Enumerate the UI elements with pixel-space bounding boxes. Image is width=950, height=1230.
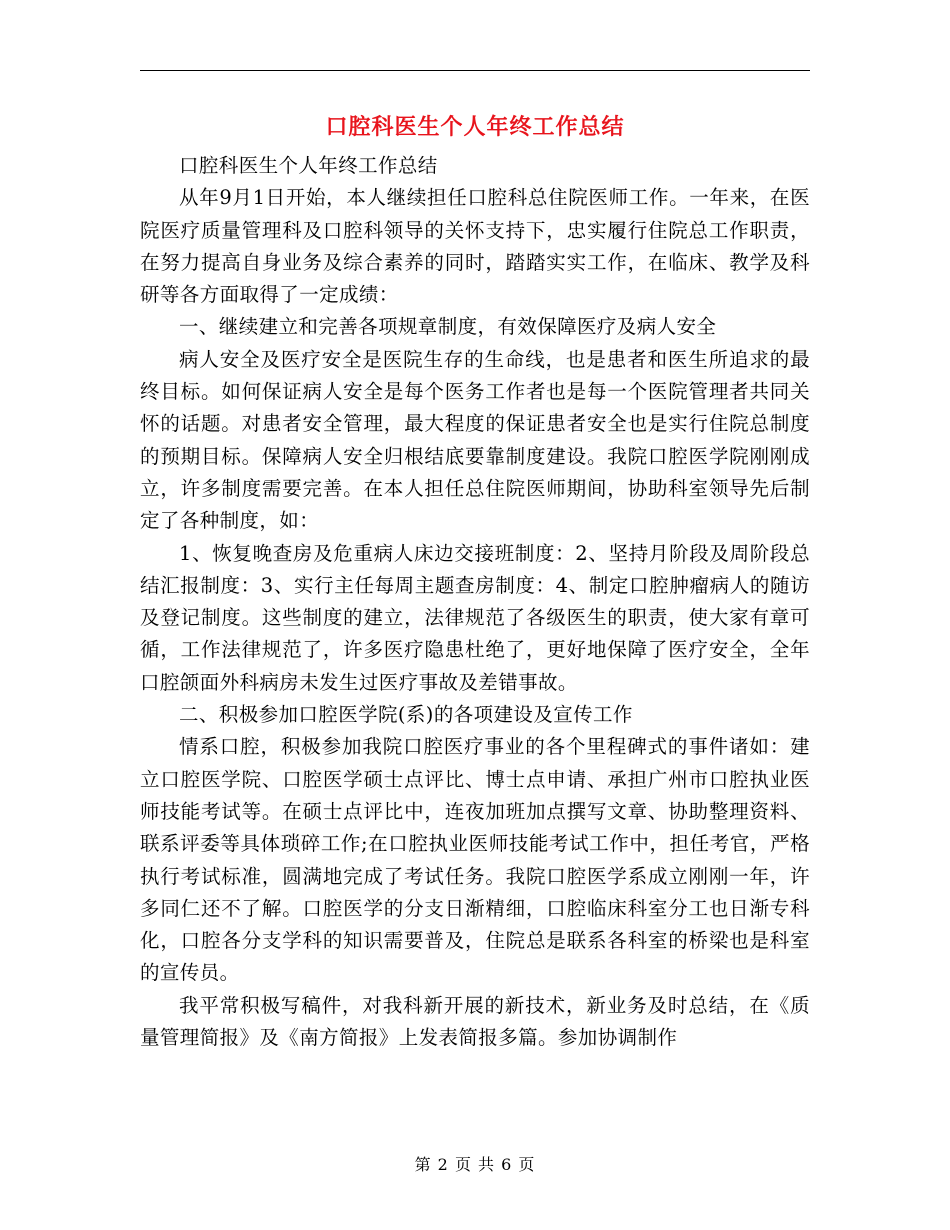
document-body [140, 150, 810, 1054]
body-paragraph: 1、恢复晚查房及危重病人床边交接班制度：2、坚持月阶段及周阶段总结汇报制度：3、实行主任每周主题查房制度：4、制定口腔肿瘤病人的随访及登记制度。这些制度的建立，法律规范了各级医生的职责，使大家有章可循，工作法律规范了，许多医疗隐患杜绝了，更好地保障了医疗安全，全年口腔颌面外科病房未发生过医疗事故及差错事故。 [140, 541, 810, 694]
body-paragraph: 病人安全及医疗安全是医院生存的生命线，也是患者和医生所追求的最终目标。如何保证病人安全是每个医务工作者也是每一个医院管理者共同关怀的话题。对患者安全管理，最大程度的保证患者安全也是实行住院总制度的预期目标。保障病人安全归根结底要靠制度建设。我院口腔医学院刚刚成立，许多制度需要完善。在本人担任总住院医师期间，协助科室领导先后制定了各种制度，如： [140, 347, 810, 533]
subtitle-paragraph: 口腔科医生个人年终工作总结 [179, 154, 438, 177]
document-title: 口腔科医生个人年终工作总结 [325, 114, 625, 140]
section-heading-2: 二、积极参加口腔医学院(系)的各项建设及宣传工作 [179, 703, 633, 727]
intro-paragraph: 从年9月1日开始，本人继续担任口腔科总住院医师工作。一年来，在医院医疗质量管理科及口腔科领导的关怀支持下，忠实履行住院总工作职责，在努力提高自身业务及综合素养的同时，踏踏实实工作，在临床、教学及科研等各方面取得了一定成绩： [140, 186, 810, 307]
body-paragraph: 我平常积极写稿件，对我科新开展的新技术，新业务及时总结，在《质量管理简报》及《南方简报》上发表简报多篇。参加协调制作 [140, 993, 810, 1050]
header-rule [140, 70, 810, 71]
page-number: 第 2 页 共 6 页 [414, 1155, 536, 1174]
section-heading-1: 一、继续建立和完善各项规章制度，有效保障医疗及病人安全 [179, 315, 717, 339]
body-paragraph: 情系口腔，积极参加我院口腔医疗事业的各个里程碑式的事件诸如：建立口腔医学院、口腔医学硕士点评比、博士点申请、承担广州市口腔执业医师技能考试等。在硕士点评比中，连夜加班加点撰写文章、协助整理资料、联系评委等具体琐碎工作;在口腔执业医师技能考试工作中，担任考官，严格执行考试标准，圆满地完成了考试任务。我院口腔医学系成立刚刚一年，许多同仁还不了解。口腔医学的分支日渐精细，口腔临床科室分工也日渐专科化，口腔各分支学科的知识需要普及，住院总是联系各科室的桥梁也是科室的宣传员。 [140, 735, 810, 985]
